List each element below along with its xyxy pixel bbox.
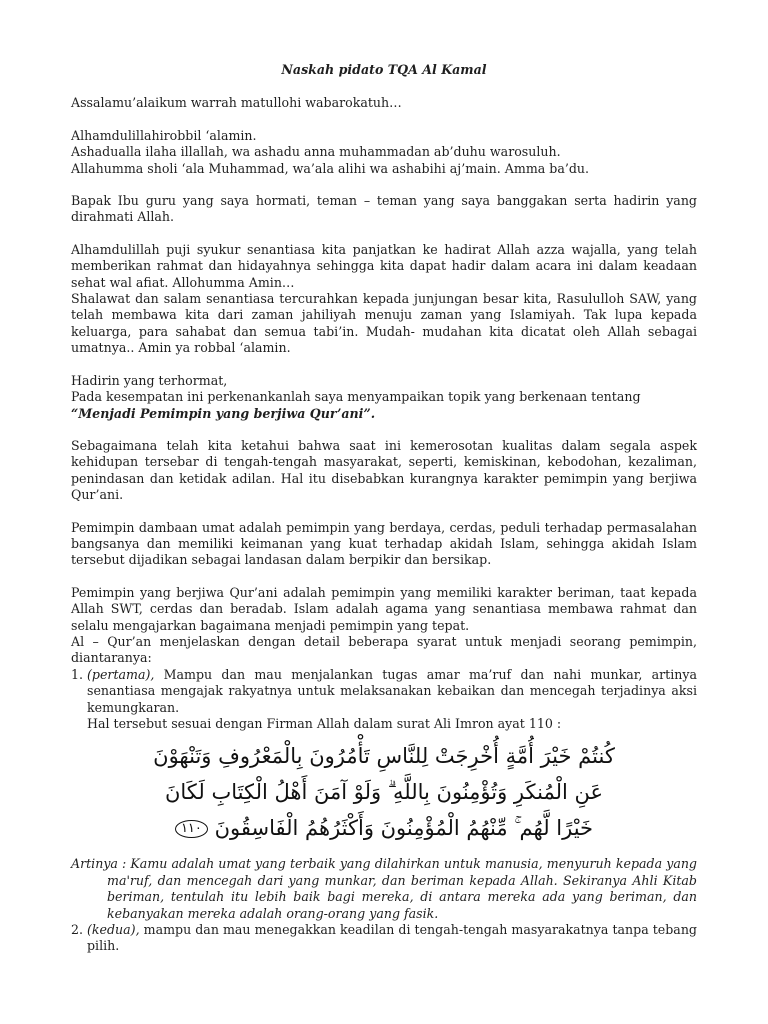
list-item xyxy=(71,667,697,733)
shalawat-paragraph: Shalawat dan salam senantiasa tercurahkan kepada junjungan besar kita, Rasululloh SAW, yang telah membawa kita dari zaman jahiliyah menuju zaman yang Islamiyah. Tak lupa kepada keluarga, para sahabat dan semua tabi’in. Mudah- mudahan kita dicatat oleh Allah sebagai umatnya.. Amin ya robbal ‘alamin. xyxy=(71,291,697,356)
document-page xyxy=(71,62,697,955)
list-item-body xyxy=(87,922,697,955)
list-item-text: Mampu dan mau menjalankan tugas amar ma’ruf dan nahi munkar, artinya senantiasa mengajak rakyatnya untuk melaksanakan kebaikan dan mencegah terjadinya aksi kemungkaran. xyxy=(87,666,697,715)
list-item xyxy=(71,922,697,955)
list-item-body xyxy=(87,667,697,733)
ayah-number-mark: ١١٠ xyxy=(175,820,208,838)
salam-paragraph: Assalamu’alaikum warrah matullohi wabarokatuh… xyxy=(71,95,402,111)
opening-line: Alhamdulillahirobbil ‘alamin. xyxy=(71,127,257,143)
requirements-list-continued xyxy=(71,922,697,955)
requirements-list xyxy=(71,667,697,733)
greeting-paragraph: Bapak Ibu guru yang saya hormati, teman – teman yang saya banggakan serta hadirin yang dirahmati Allah. xyxy=(71,193,697,225)
body-paragraph-3: Pemimpin yang berjiwa Qur’ani adalah pemimpin yang memiliki karakter beriman, taat kepada Allah SWT, cerdas dan beradab. Islam adalah agama yang senantiasa membawa rahmat dan selalu mengajarkan bagaimana menjadi pemimpin yang tepat. xyxy=(71,584,697,633)
speech-topic: “Menjadi Pemimpin yang berjiwa Qur’ani”. xyxy=(71,405,376,421)
opening-paragraph xyxy=(71,128,697,177)
translation-paragraph: Artinya : Kamu adalah umat yang terbaik yang dilahirkan untuk manusia, menyuruh kepada yang ma'ruf, dan mencegah dari yang munkar, dan beriman kepada Allah. Sekiranya Ahli Kitab beriman, tentulah itu lebih baik bagi mereka, di antara mereka ada yang beriman, dan kebanyakan mereka adalah orang-orang yang fasik. xyxy=(71,856,697,921)
list-number: 1. xyxy=(71,666,84,682)
body-paragraph-4: Al – Qur’an menjelaskan dengan detail beberapa syarat untuk menjadi seorang pemimpin, diantaranya: xyxy=(71,633,697,666)
body-paragraph-2: Pemimpin dambaan umat adalah pemimpin yang berdaya, cerdas, peduli terhadap permasalahan bangsanya dan memiliki keimanan yang kuat terhadap akidah Islam, sehingga akidah Islam tersebut dijadikan sebagai landasan dalam berpikir dan bersikap. xyxy=(71,519,697,568)
opening-line: Ashadualla ilaha illallah, wa ashadu anna muhammadan ab’duhu warosuluh. xyxy=(71,144,561,160)
verse-reference: Hal tersebut sesuai dengan Firman Allah dalam surat Ali Imron ayat 110 : xyxy=(87,716,562,731)
verse-line: كُنتُمْ خَيْرَ أُمَّةٍ أُخْرِجَتْ لِلنَّاسِ تَأْمُرُونَ بِالْمَعْرُوفِ وَتَنْهَوْنَ xyxy=(153,744,615,769)
list-item-tag: (pertama), xyxy=(87,666,155,682)
verse-line: خَيْرًا لَّهُم ۚ مِّنْهُمُ الْمُؤْمِنُونَ وَأَكْثَرُهُمُ الْفَاسِقُونَ xyxy=(214,816,594,841)
list-item-text: mampu dan mau menegakkan keadilan di tengah-tengah masyarakatnya tanpa tebang pilih. xyxy=(87,922,697,954)
body-paragraph-1: Sebagaimana telah kita ketahui bahwa saat ini kemerosotan kualitas dalam segala aspek kehidupan tersebar di tengah-tengah masyarakat, seperti, kemiskinan, kebodohan, kezaliman, penindasan dan ketidak adilan. Hal itu disebabkan kurangnya karakter pemimpin yang berjiwa Qur’ani. xyxy=(71,437,697,503)
quran-verse xyxy=(71,738,697,846)
praise-paragraph: Alhamdulillah puji syukur senantiasa kita panjatkan ke hadirat Allah azza wajalla, yang telah memberikan rahmat dan hidayahnya sehingga kita dapat hadir dalam acara ini dalam keadaan sehat wal afiat. Allohumma Amin… xyxy=(71,241,697,290)
topic-intro: Pada kesempatan ini perkenankanlah saya menyampaikan topik yang berkenaan tentang xyxy=(71,389,641,405)
topic-paragraph xyxy=(71,373,697,422)
hadirin-line: Hadirin yang terhormat, xyxy=(71,372,228,388)
verse-line: عَنِ الْمُنكَرِ وَتُؤْمِنُونَ بِاللَّهِ ۗ وَلَوْ آمَنَ أَهْلُ الْكِتَابِ لَكَانَ xyxy=(164,780,604,805)
verse-line-last xyxy=(71,810,697,846)
list-number: 2. xyxy=(71,922,84,938)
list-item-tag: (kedua), xyxy=(87,922,140,938)
opening-line: Allahumma sholi ‘ala Muhammad, wa’ala alihi wa ashabihi aj’main. Amma ba’du. xyxy=(71,160,590,176)
document-title: Naskah pidato TQA Al Kamal xyxy=(281,62,487,77)
